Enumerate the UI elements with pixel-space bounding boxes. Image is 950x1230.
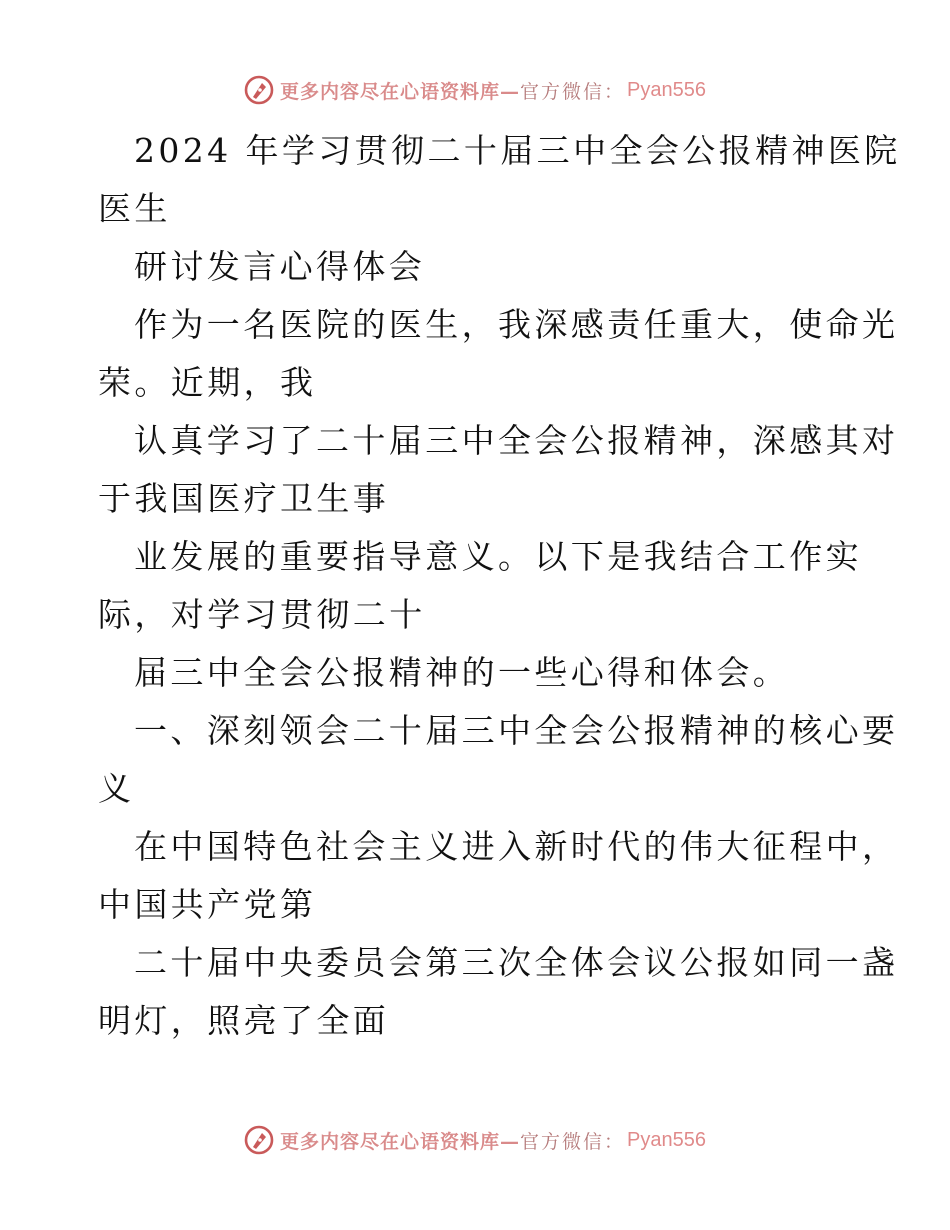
paragraph-line: 作为一名医院的医生，我深感责任重大，使命光 <box>134 305 899 344</box>
paragraph-line: 中国共产党第 <box>98 885 317 924</box>
paragraph-line: 在中国特色社会主义进入新时代的伟大征程中， <box>134 827 899 866</box>
paragraph-line: 荣。近期，我 <box>98 363 317 402</box>
title-line: 医生 <box>98 189 171 228</box>
paragraph-line: 认真学习了二十届三中全会公报精神，深感其对 <box>134 421 899 460</box>
paragraph-line: 于我国医疗卫生事 <box>98 479 390 518</box>
banner-slogan: 更多内容尽在心语资料库— <box>280 1130 521 1153</box>
banner-wechat-label: 官方微信： <box>520 1130 626 1153</box>
banner-wechat-label: 官方微信： <box>520 80 626 103</box>
footer-banner <box>0 1120 950 1160</box>
title-line: 2024 年学习贯彻二十届三中全会公报精神医院 <box>134 131 901 170</box>
banner-slogan: 更多内容尽在心语资料库— <box>280 80 521 103</box>
banner-wechat-id: Pyan556 <box>627 78 706 101</box>
section-heading-line: 一、深刻领会二十届三中全会公报精神的核心要 <box>134 711 899 750</box>
paragraph-line: 届三中全会公报精神的一些心得和体会。 <box>134 653 790 692</box>
paragraph-line: 业发展的重要指导意义。以下是我结合工作实 <box>134 537 862 576</box>
subtitle-line: 研讨发言心得体会 <box>134 247 426 286</box>
document-body <box>98 122 901 1050</box>
paragraph-line: 际，对学习贯彻二十 <box>98 595 426 634</box>
pen-nib-logo-icon <box>244 75 274 105</box>
section-heading-line: 义 <box>98 769 135 808</box>
banner-wechat-id: Pyan556 <box>627 1128 706 1151</box>
header-banner <box>0 70 950 110</box>
paragraph-line: 明灯，照亮了全面 <box>98 1001 390 1040</box>
pen-nib-logo-icon <box>244 1125 274 1155</box>
paragraph-line: 二十届中央委员会第三次全体会议公报如同一盏 <box>134 943 899 982</box>
